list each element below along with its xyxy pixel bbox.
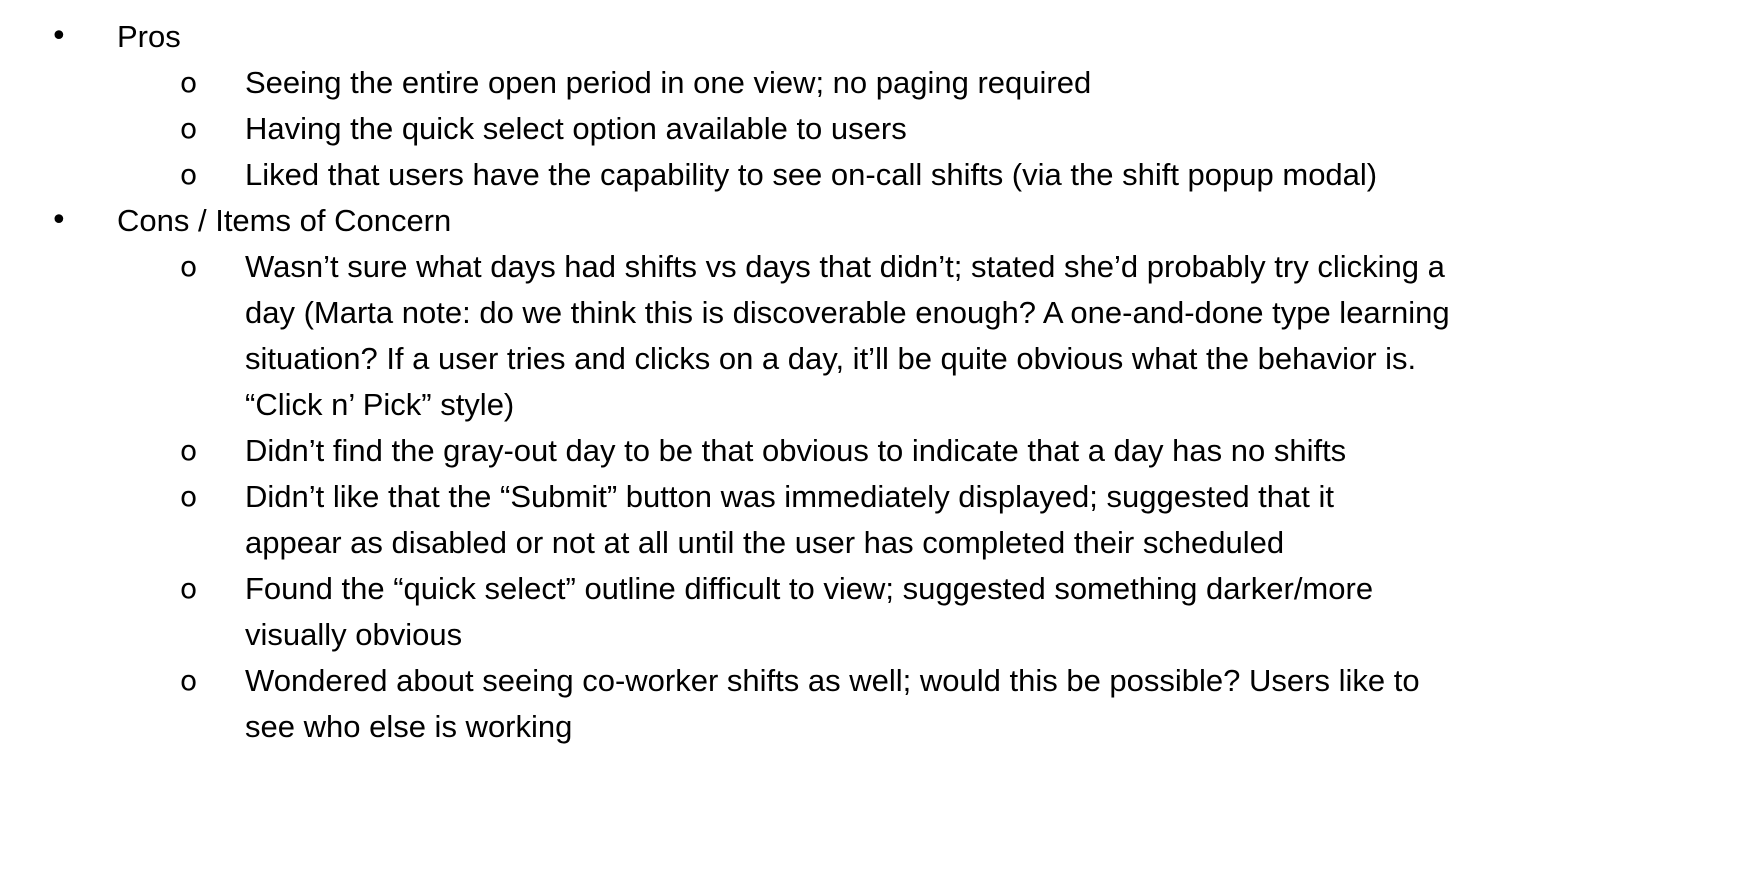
section-heading-pros <box>0 14 1756 60</box>
list-item-text-line: “Click n’ Pick” style) <box>245 387 515 422</box>
list-item <box>0 428 1756 474</box>
list-item <box>0 658 1756 750</box>
bullet-disc: • <box>50 203 68 238</box>
list-item <box>0 474 1756 566</box>
section-heading-cons <box>0 198 1756 244</box>
list-item <box>0 566 1756 658</box>
list-item-text-line: Wasn’t sure what days had shifts vs days that didn’t; stated she’d probably try clicking a <box>245 249 1445 284</box>
bullet-circle: o <box>180 434 198 467</box>
list-item <box>0 60 1756 106</box>
list-item-text-line: situation? If a user tries and clicks on a day, it’ll be quite obvious what the behavior is. <box>245 341 1417 376</box>
bullet-circle: o <box>180 664 198 697</box>
list-item <box>0 152 1756 198</box>
section-heading-text: Cons / Items of Concern <box>117 203 452 238</box>
list-item-text: Seeing the entire open period in one view; no paging required <box>245 65 1092 100</box>
bullet-disc: • <box>50 19 68 54</box>
list-item-text: Didn’t find the gray-out day to be that obvious to indicate that a day has no shifts <box>245 433 1347 468</box>
bullet-circle: o <box>180 480 198 513</box>
list-item-text-line: Wondered about seeing co-worker shifts as well; would this be possible? Users like to <box>245 663 1420 698</box>
list-item <box>0 244 1756 428</box>
list-item <box>0 106 1756 152</box>
list-item-text-line: Found the “quick select” outline difficult to view; suggested something darker/more <box>245 571 1374 606</box>
bullet-circle: o <box>180 572 198 605</box>
list-item-text-line: day (Marta note: do we think this is discoverable enough? A one-and-done type learning <box>245 295 1450 330</box>
list-item-text: Liked that users have the capability to see on-call shifts (via the shift popup modal) <box>245 157 1378 192</box>
list-item-text: Having the quick select option available to users <box>245 111 907 146</box>
list-item-text-line: see who else is working <box>245 709 573 744</box>
bullet-circle: o <box>180 66 198 99</box>
list-item-text-line: appear as disabled or not at all until the user has completed their scheduled <box>245 525 1285 560</box>
bullet-circle: o <box>180 112 198 145</box>
bullet-circle: o <box>180 158 198 191</box>
bullet-circle: o <box>180 250 198 283</box>
section-heading-text: Pros <box>117 19 181 54</box>
list-item-text-line: Didn’t like that the “Submit” button was immediately displayed; suggested that it <box>245 479 1334 514</box>
list-item-text-line: visually obvious <box>245 617 463 652</box>
